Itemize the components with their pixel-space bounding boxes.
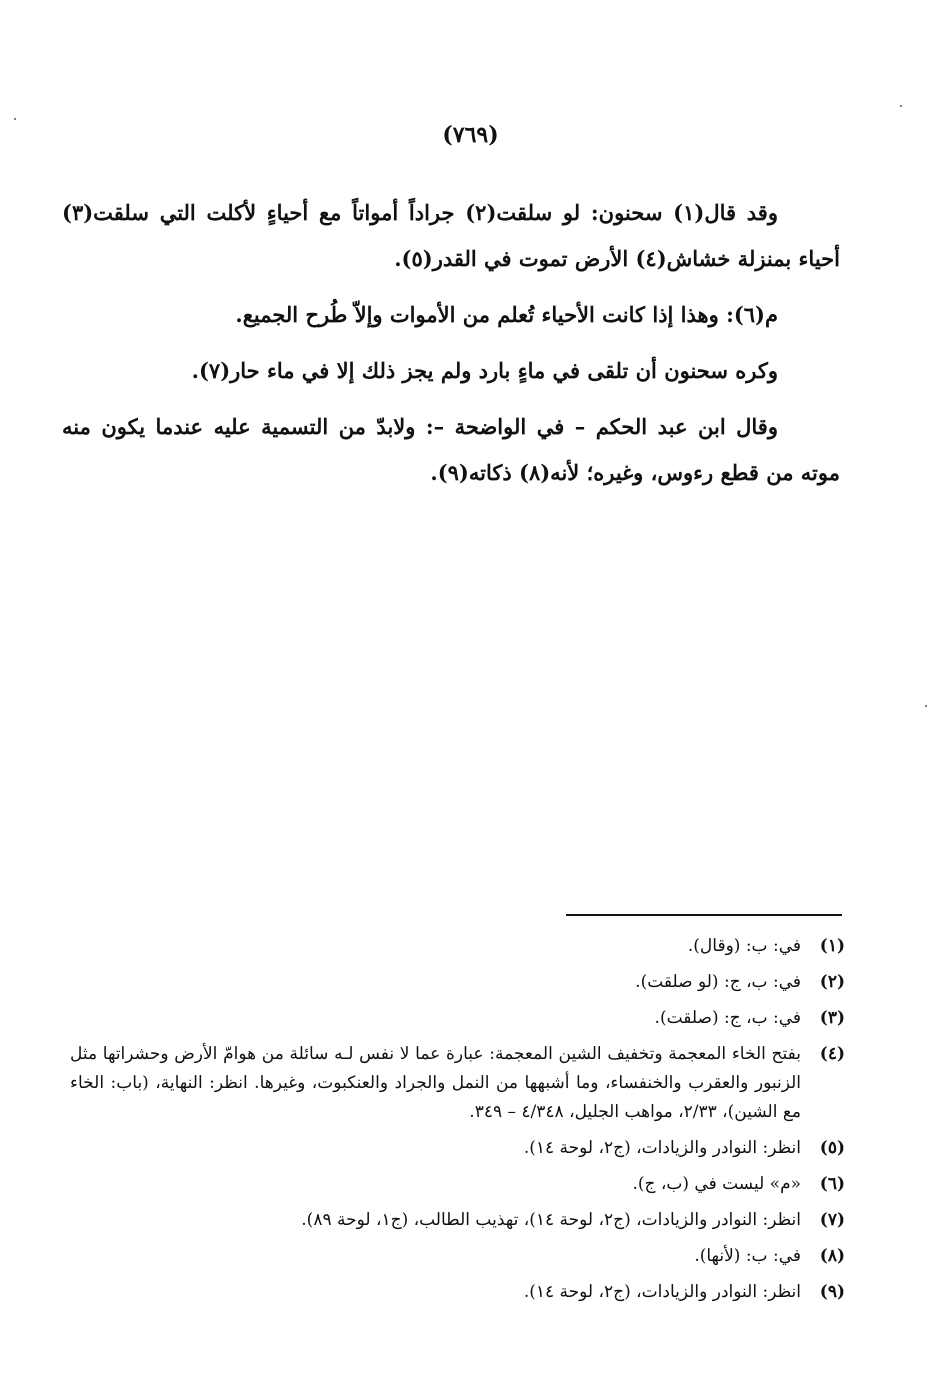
footnote-text: انظر: النوادر والزيادات، (ج٢، لوحة ١٤). [523,1282,801,1302]
footnote-text: «م» ليست في (ب، ج). [632,1174,801,1194]
footnote [70,1040,845,1127]
footnote [70,932,845,961]
footnotes [70,932,845,1314]
paragraph: وكره سحنون أن تلقى في ماءٍ بارد ولم يجز ذلك إلا في ماء حار(٧). [191,358,778,383]
footnote [70,968,845,997]
footnote [70,1004,845,1033]
scan-speck [925,705,927,707]
footnote-number: (٢) [819,972,845,992]
footnote-text: في: ب: (وقال). [687,936,801,956]
footnote-number: (٤) [819,1044,845,1064]
footnote-text: في: ب، ج: (لو صلقت). [635,972,801,992]
footnote-number: (٨) [819,1246,845,1266]
paragraph: وقال ابن عبد الحكم – في الواضحة –: ولابدّ من التسمية عليه عندما يكون منه موته من قطع رءوس، وغيره؛ لأنه(٨) ذكاته(٩). [62,414,840,485]
footnote-text: انظر: النوادر والزيادات، (ج٢، لوحة ١٤)، تهذيب الطالب، (ج١، لوحة ٨٩). [301,1210,801,1230]
footnote-text: في: ب: (لأنها). [694,1246,801,1266]
footnote-number: (١) [819,936,845,956]
footnote [70,1134,845,1163]
footnote-number: (٩) [819,1282,845,1302]
footnote [70,1242,845,1271]
footnote-text: في: ب، ج: (صلقت). [654,1008,801,1028]
footnote-text: بفتح الخاء المعجمة وتخفيف الشين المعجمة: عبارة عما لا نفس لـه سائلة من هوامّ الأرض وحشراتها مثل الزنبور والعقرب والخنفساء، وما أشبهها من النمل والجراد والعنكبوت، وغيرها. انظر: النهاية، (باب: الخاء مع الشين)، ٢/٣٣، مواهب الجليل، ٤/٣٤٨ – ٣٤٩. [70,1044,801,1122]
footnote [70,1170,845,1199]
footnote [70,1278,845,1307]
paragraph: وقد قال(١) سحنون: لو سلقت(٢) جراداً أمواتاً مع أحياءٍ لأكلت التي سلقت(٣) أحياء بمنزلة خشاش(٤) الأرض تموت في القدر(٥). [62,200,840,271]
footnote-number: (٦) [819,1174,845,1194]
scan-speck [14,118,16,120]
footnote-number: (٧) [819,1210,845,1230]
footnote-number: (٣) [819,1008,845,1028]
page-number: (٧٦٩) [442,122,499,148]
footnote-number: (٥) [819,1138,845,1158]
main-text [62,190,840,506]
footnote-separator [566,914,842,916]
footnote-text: انظر: النوادر والزيادات، (ج٢، لوحة ١٤). [523,1138,801,1158]
footnote [70,1206,845,1235]
scan-speck [900,105,902,107]
paragraph: م(٦): وهذا إذا كانت الأحياء تُعلم من الأموات وإلاّ طُرح الجميع. [235,302,778,327]
